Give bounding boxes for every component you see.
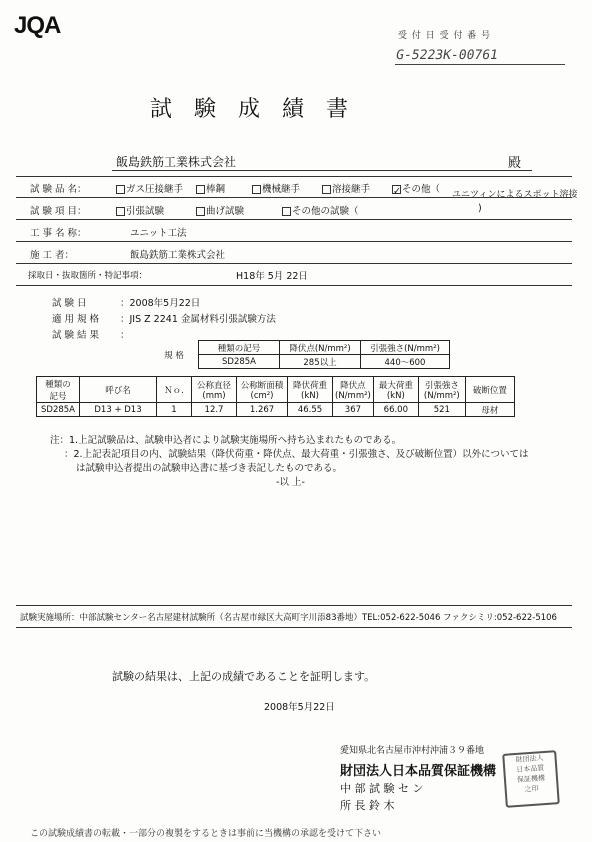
column-header: 引張強さ (N/mm²) xyxy=(418,377,465,403)
column-header: 公称断面積 (cm²) xyxy=(237,377,288,403)
divider xyxy=(16,219,572,220)
result-table xyxy=(36,376,515,417)
spec-table xyxy=(150,340,450,369)
table-cell: 66.00 xyxy=(373,403,418,417)
column-header: 降伏点 (N/mm²) xyxy=(333,377,374,403)
note-2a: ：2.上記表記項目の内、試験結果（降伏荷重・降伏点、最大荷重・引張強さ、及び破断位置）以外については xyxy=(64,449,529,460)
divider xyxy=(16,263,572,264)
checkbox-icon xyxy=(196,185,205,194)
document-title: 試験成績書 xyxy=(150,97,371,122)
org-head: 所 長 鈴 木 xyxy=(340,799,395,812)
reprint-notice: この試験成績書の転載・一部分の複製をするときは事前に当機構の承認を受けて下さい xyxy=(30,829,382,839)
org-center: 中 部 試 験 セ ン xyxy=(340,782,424,795)
divider xyxy=(16,176,572,177)
jqa-logo: JQA xyxy=(14,12,61,39)
spec-header: 種類の記号 xyxy=(199,341,280,355)
spec-header: 降伏点(N/mm²) xyxy=(280,341,361,355)
contractor-value: 飯島鉄筋工業株式会社 xyxy=(130,250,226,261)
table-cell: 12.7 xyxy=(192,403,237,417)
table-cell: 46.55 xyxy=(288,403,333,417)
receipt-underline xyxy=(395,64,565,65)
column-header: 降伏荷重 (kN) xyxy=(288,377,333,403)
table-cell: 1 xyxy=(157,403,192,417)
addressee-underline xyxy=(112,170,532,171)
divider xyxy=(16,285,572,286)
note-2b: は試験申込者提出の試験申込書に基づき表記したものである。 xyxy=(76,463,343,474)
test-other-close: ) xyxy=(478,203,482,214)
item-option-bar: 棒鋼 xyxy=(196,181,225,195)
checkmark-icon: ✓ xyxy=(393,186,401,197)
table-cell: D13 + D13 xyxy=(80,403,157,417)
column-header: 呼び名 xyxy=(80,377,157,403)
honorific: 殿 xyxy=(508,156,522,171)
table-cell: 1.267 xyxy=(237,403,288,417)
project-label: 工 事 名 称： xyxy=(30,228,87,239)
item-option-weld: 溶接継手 xyxy=(322,181,370,195)
item-option-other: ✓その他（ xyxy=(393,184,441,197)
spec-cell: SD285A xyxy=(199,355,280,369)
test-option-bend: 曲げ試験 xyxy=(196,203,244,217)
spec-cell: 285以上 xyxy=(280,355,361,369)
official-seal-stamp: 財団法人 日本品質 保証機構 之印 xyxy=(502,750,560,808)
test-date-value: ：2008年5月22日 xyxy=(120,298,201,309)
standard-value: ：JIS Z 2241 金属材料引張試験方法 xyxy=(120,314,276,325)
sampling-label: 採取日・抜取箇所・特記事項： xyxy=(28,271,148,281)
checkbox-icon xyxy=(196,207,205,216)
checkbox-icon xyxy=(252,185,261,194)
contractor-label: 施 工 者： xyxy=(30,250,75,261)
certify-date: 2008年5月22日 xyxy=(264,702,335,713)
divider xyxy=(16,605,572,606)
column-header: 種類の 記号 xyxy=(37,377,80,403)
test-site-info: 試験実施場所：中部試験センター名古屋建材試験所（名古屋市緑区大高町字川添83番地）TEL:052-622-5046 ファクシミリ:052-622-5106 xyxy=(20,613,557,623)
checkbox-icon xyxy=(116,185,125,194)
sampling-date: H18年 5月 22日 xyxy=(236,271,308,282)
spec-label: 規 格 xyxy=(150,341,199,369)
org-name: 財団法人日本品質保証機構 xyxy=(340,764,497,779)
project-value: ユニット工法 xyxy=(130,228,187,239)
checkbox-icon xyxy=(282,207,291,216)
spec-header: 引張強さ(N/mm²) xyxy=(361,341,450,355)
column-header: 公称直径 (mm) xyxy=(192,377,237,403)
result-colon: ： xyxy=(120,330,130,341)
test-option-tensile: 引張試験 xyxy=(116,203,164,217)
addressee-company: 飯島鉄筋工業株式会社 xyxy=(116,155,237,169)
column-header: Ｎｏ. xyxy=(157,377,192,403)
item-label: 試 験 品 名： xyxy=(30,184,87,195)
divider xyxy=(16,627,572,628)
item-other-text: ユニツィンによるスポット溶接 xyxy=(452,190,578,200)
divider xyxy=(16,241,572,242)
checkbox-icon xyxy=(322,185,331,194)
column-header: 破断位置 xyxy=(465,377,514,403)
receipt-number: G-5223K-00761 xyxy=(394,48,500,63)
receipt-labels: 受 付 日 受 付 番 号 xyxy=(398,31,492,41)
test-date-label: 試 験 日 xyxy=(52,298,87,309)
result-label: 試 験 結 果 xyxy=(52,330,100,341)
table-cell: SD285A xyxy=(37,403,80,417)
item-option-mech: 機械継手 xyxy=(252,181,300,195)
notes-end: -以 上- xyxy=(276,477,305,488)
spec-cell: 440～600 xyxy=(361,355,450,369)
table-cell: 367 xyxy=(333,403,374,417)
test-label: 試 験 項 目： xyxy=(30,206,87,217)
org-address: 愛知県北名古屋市沖村沖浦３９番地 xyxy=(340,746,485,756)
divider xyxy=(16,197,572,198)
note-1: 注：1.上記試験品は、試験申込者により試験実施場所へ持ち込まれたものである。 xyxy=(50,435,402,446)
table-row xyxy=(37,403,515,417)
column-header: 最大荷重 (kN) xyxy=(373,377,418,403)
standard-label: 適 用 規 格 xyxy=(52,314,100,325)
checkmark-icon xyxy=(116,207,125,216)
test-option-other: その他の試験（ xyxy=(282,203,359,217)
table-cell: 521 xyxy=(418,403,465,417)
table-header-row xyxy=(37,377,515,403)
certify-statement: 試験の結果は、上記の成績であることを証明します。 xyxy=(112,670,376,683)
table-cell: 母材 xyxy=(465,403,514,417)
item-option-gas: ガス圧接継手 xyxy=(116,181,183,195)
